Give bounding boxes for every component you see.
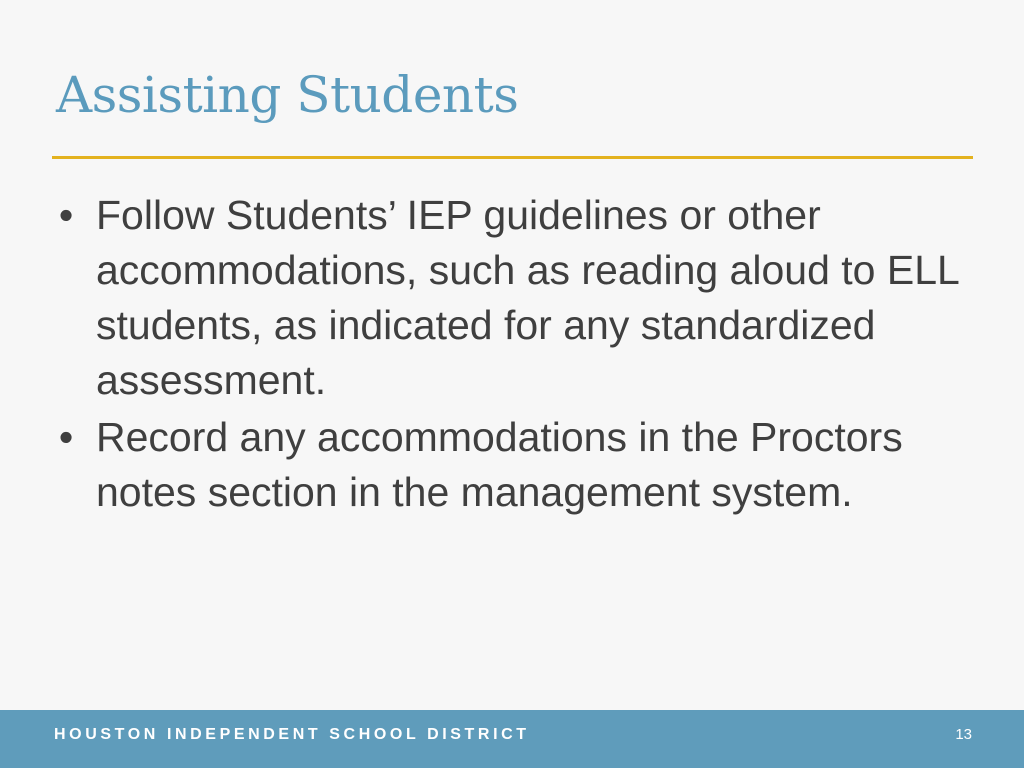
page-number: 13 bbox=[955, 726, 972, 743]
list-item bbox=[56, 188, 976, 408]
slide-title: Assisting Students bbox=[56, 66, 519, 124]
bullet-icon: • bbox=[58, 414, 74, 460]
title-divider bbox=[52, 156, 973, 159]
footer-bar bbox=[0, 710, 1024, 768]
bullet-text: Follow Students’ IEP guidelines or other accommodations, such as reading aloud to ELL students, as indicated for any standardized assessment. bbox=[96, 192, 959, 403]
footer-organization: HOUSTON INDEPENDENT SCHOOL DISTRICT bbox=[54, 726, 530, 743]
bullet-text: Record any accommodations in the Proctors notes section in the management system. bbox=[96, 414, 903, 515]
list-item bbox=[56, 410, 976, 520]
bullet-icon: • bbox=[58, 192, 74, 238]
bullet-list bbox=[56, 188, 976, 522]
